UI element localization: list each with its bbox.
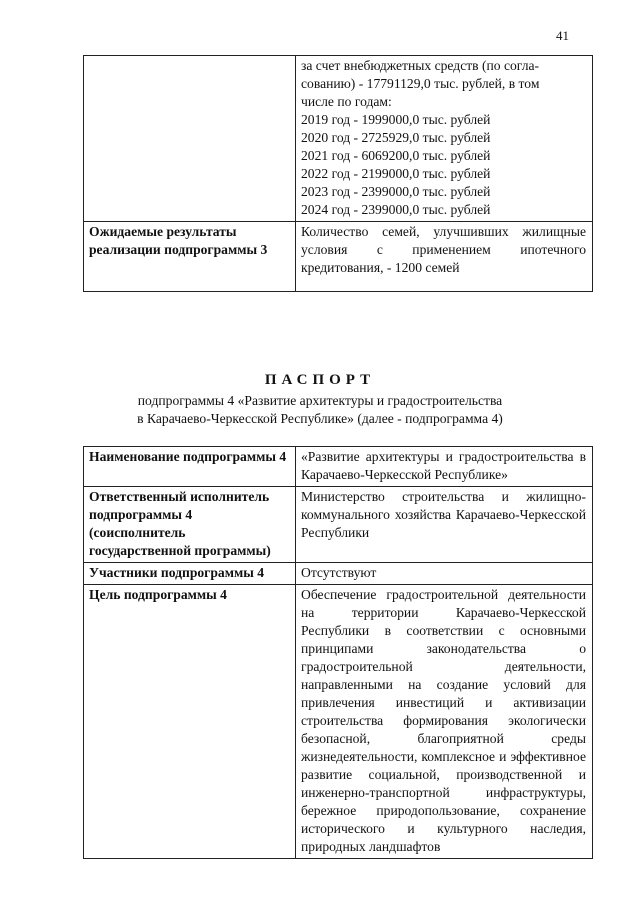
funding-line: сованию) - 17791129,0 тыс. рублей, в том [301, 76, 540, 91]
participants-label: Участники подпрограммы 4 [84, 563, 296, 585]
funding-line: числе по годам: [301, 94, 392, 109]
funding-line-2024: 2024 год - 2399000,0 тыс. рублей [301, 202, 491, 217]
participants-value: Отсутствуют [296, 563, 593, 585]
table-row [84, 585, 593, 859]
goal-value: Обеспечение градостроительной деятельности на территории Карачаево-Черкесской Республики в соответствии с основными принципами законодательства о градостроительной деятельности, направленными на создание условий для привлечения инвестиций и активизации строительства формирования экологически безопасной, благоприятной среды жизнедеятельности, комплексное и эффективное развитие социальной, производственной и инженерно-транспортной инфраструктуры, бережное природопользование, сохранение исторического и культурного наследия, природных ландшафтов [296, 585, 593, 859]
funding-line-2021: 2021 год - 6069200,0 тыс. рублей [301, 148, 491, 163]
continued-passport-table [83, 55, 593, 292]
subprogram4-passport-table [83, 446, 593, 859]
subprogram-name-label: Наименование подпрограммы 4 [84, 447, 296, 487]
passport-subtitle-line: в Карачаево-Черкесской Республике» (далее - подпрограмма 4) [137, 411, 503, 426]
funding-line: за счет внебюджетных средств (по согла- [301, 58, 540, 73]
funding-line-2022: 2022 год - 2199000,0 тыс. рублей [301, 166, 491, 181]
funding-line-2023: 2023 год - 2399000,0 тыс. рублей [301, 184, 491, 199]
table-row [84, 447, 593, 487]
responsible-executor-value: Министерство строительства и жилищно-коммунального хозяйства Карачаево-Черкесской Республики [296, 487, 593, 563]
table-row [84, 563, 593, 585]
passport-title: ПАСПОРТ [264, 372, 376, 388]
passport-subtitle-line: подпрограммы 4 «Развитие архитектуры и градостроительства [137, 393, 503, 408]
expected-results-label: Ожидаемые результаты реализации подпрограммы 3 [84, 222, 296, 292]
table-row [84, 222, 593, 292]
funding-line-2019: 2019 год - 1999000,0 тыс. рублей [301, 112, 491, 127]
table-row [84, 487, 593, 563]
passport-subtitle [0, 392, 640, 428]
expected-results-value: Количество семей, улучшивших жилищные условия с применением ипотечного кредитования, - 1200 семей [296, 222, 593, 292]
goal-label: Цель подпрограммы 4 [84, 585, 296, 859]
funding-cell [296, 56, 593, 222]
table-row [84, 56, 593, 222]
funding-line-2020: 2020 год - 2725929,0 тыс. рублей [301, 130, 491, 145]
subprogram-name-value: «Развитие архитектуры и градостроительства в Карачаево-Черкесской Республике» [296, 447, 593, 487]
page-number: 41 [556, 28, 569, 43]
responsible-executor-label: Ответственный исполнитель подпрограммы 4 (соисполнитель государственной программы) [84, 487, 296, 563]
empty-label-cell [84, 56, 296, 222]
